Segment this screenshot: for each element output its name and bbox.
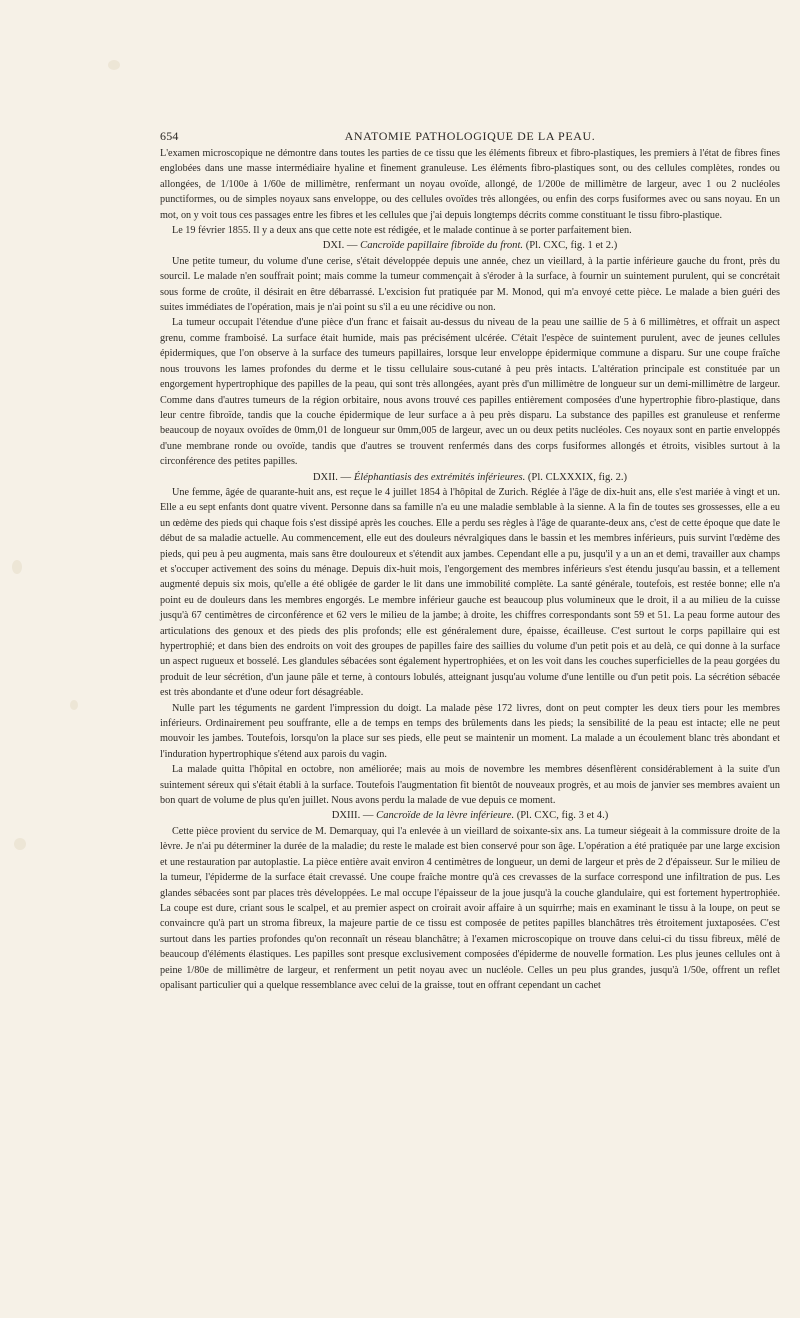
section-dxi [160, 238, 780, 469]
section-dxiii [160, 808, 780, 993]
running-title: ANATOMIE PATHOLOGIQUE DE LA PEAU. [344, 129, 596, 143]
section-title [160, 808, 780, 823]
page-body [160, 146, 780, 993]
paragraph: Une petite tumeur, du volume d'une cerise, s'était développée depuis une année, chez un vieillard, à la partie inférieure gauche du front, près du sourcil. Le malade n'en souffrait point; mais comme la tumeur commençait à s'éroder à la surface, à fournir un suintement purulent, qui se concrétait sous forme de croûte, il désirait en être débarrassé. L'excision fut pratiquée par M. Monod, qui m'a envoyé cette pièce. Le malade a bien guéri des suites immédiates de l'opération, mais je n'ai point su s'il a eu une récidive ou non. [160, 255, 780, 314]
section-title-italic: Cancroïde papillaire fibroïde du front. [360, 240, 524, 252]
paper-stain [70, 700, 78, 710]
paragraph: La malade quitta l'hôpital en octobre, non améliorée; mais au mois de novembre les membres désenflèrent considérablement à la suite d'un suintement séreux qui s'était établi à la surface. Toutefois l'augmentation fit bientôt de nouveaux progrès, et au mois de janvier ses membres avaient un bon quart de volume de plus qu'en juillet. Nous avons perdu la malade de vue depuis ce moment. [160, 764, 780, 807]
paragraph: L'examen microscopique ne démontre dans toutes les parties de ce tissu que les éléments fibreux et fibro-plastiques, les premiers à l'état de fibres fines englobées dans une masse intermédiaire hyaline et finement granuleuse. Les éléments fibro-plastiques sont, ou des cellules complètes, rondes ou allongées, de 1/100e à 1/60e de millimètre, renfermant un noyau ovoïde, allongé, de 1/200e de millimètre de largeur, avec 1 ou 2 nucléoles punctiformes, ou de simples noyaux sans enveloppe, ou des cellules ovoïdes très allongées, ou enfin des corps fusiformes avec ou sans noyau. En un mot, on y voit tous ces passages entre les fibres et les cellules que j'ai depuis longtemps décrits comme constituant le tissu fibro-plastique. [160, 148, 780, 221]
plate-reference: (Pl. CLXXXIX, fig. 2.) [527, 471, 628, 483]
section-title [160, 470, 780, 485]
paragraph: Le 19 février 1855. Il y a deux ans que cette note est rédigée, et le malade continue à se porter parfaitement bien. [172, 225, 632, 237]
plate-reference: (Pl. CXC, fig. 3 et 4.) [516, 810, 609, 822]
paper-stain [12, 560, 22, 574]
paragraph: Une femme, âgée de quarante-huit ans, est reçue le 4 juillet 1854 à l'hôpital de Zurich. Réglée à l'âge de dix-huit ans, elle s'est mariée à vingt et un. Elle a eu sept enfants dont quatre vivent. Personne dans sa famille n'a eu une maladie semblable à la sienne. A la fin de toutes ses grossesses, elle a eu un œdème des pieds qui chaque fois s'est dissipé après les couches. Elle a perdu ses règles à l'âge de quarante-deux ans, c'est de cette époque que date le début de sa maladie actuelle. Au commencement, elle eut des douleurs névralgiques dans le bassin et les membres inférieurs, puis survint l'œdème des pieds, qui peu à peu augmenta, mais sans être douloureux et s'étendit aux jambes. Cependant elle a pu, jusqu'il y a un an et demi, travailler aux champs et s'occuper activement des soins du ménage. Depuis dix-huit mois, l'engorgement des membres inférieurs s'est étendu jusqu'au bassin, et a tellement augmenté depuis six mois, qu'elle a été obligée de garder le lit dans une immobilité complète. La santé générale, toutefois, est restée bonne; elle n'a point eu de douleurs dans les membres engorgés. Le membre inférieur gauche est beaucoup plus volumineux que le droit, il a au milieu de la cuisse jusqu'à 67 centimètres de circonférence et 62 vers le milieu de la jambe; à droite, les chiffres correspondants sont 59 et 51. La peau forme autour des articulations des genoux et des pieds des plis profonds; elle est généralement dure, épaisse, écailleuse. C'est surtout le corps papillaire qui est hypertrophié; et dans bien des endroits on voit des groupes de papilles faire des saillies du volume d'un petit pois et au delà, ce qui donne à la surface un aspect rugueux et bosselé. Les glandules sébacées sont également hypertrophiées, et on les voit dans les couches superficielles de la peau gorgées du produit de leur sécrétion, d'un jaune pâle et terne, à contours lobulés, atteignant jusqu'au volume d'une lentille ou d'un petit pois. La sécrétion sébacée est très abondante et d'une odeur fort désagréable. [160, 486, 780, 699]
paper-stain [14, 838, 26, 850]
section-title-italic: Éléphantiasis des extrémités inférieures. [353, 471, 526, 483]
paragraph: Cette pièce provient du service de M. Demarquay, qui l'a enlevée à un vieillard de soixante-six ans. La tumeur siégeait à la commissure droite de la lèvre. Je n'ai pu déterminer la durée de la maladie; du reste le malade est bien conservé pour son âge. L'opération a été pratiquée par une large excision et une restauration par autoplastie. La pièce entière avait environ 4 centimètres de longueur, un demi de largeur et près de 2 d'épaisseur. Sur le milieu de la tumeur, l'épiderme de la surface était crevassé. Une coupe fraîche montre qu'à ces crevasses de la surface correspond une infiltration de pus. Les glandes sébacées sont par places très développées. Le mal occupe l'épaisseur de la joue jusqu'à la couche glandulaire, qui est fortement hypertrophiée. La coupe est dure, criant sous le scalpel, et au premier aspect on croirait avoir affaire à un squirrhe; mais en examinant le tissu à la loupe, on peut se convaincre qu'à part un stroma fibreux, la majeure partie de ce tissu est composée de petites papilles blanchâtres très étroitement juxtaposées. C'est surtout dans les parties profondes qu'on reconnaît un réseau blanchâtre; à l'examen microscopique on trouve dans celui-ci du tissu fibreux, mêlé de beaucoup d'éléments élastiques. Les papilles sont presque exclusivement composées d'épiderme de nouvelle formation. Les plus jeunes cellules ont à peine 1/80e de millimètre de largeur, et renferment un petit noyau avec un nucléole. Celles un peu plus grandes, jusqu'à 1/50e, offrent un reflet opalisant particulier qui a quelque ressemblance avec celui de la graisse, tout en offrant cependant un cachet [160, 825, 780, 991]
plate-reference: (Pl. CXC, fig. 1 et 2.) [525, 240, 618, 252]
section-dxii [160, 470, 780, 809]
section-number: DXIII. — [331, 810, 374, 822]
paragraph: La tumeur occupait l'étendue d'une pièce d'un franc et faisait au-dessus du niveau de la peau une saillie de 5 à 6 millimètres, et offrait un aspect grenu, comme framboisé. La surface était humide, mais pas précisément ulcérée. C'était l'espèce de suintement purulent, avec de jeunes cellules épidermiques, que l'on observe à la surface des tumeurs papillaires, lorsque leur enveloppe épidermique commune a disparu. Sur une coupe fraîche nous trouvons les lames profondes du derme et le tissu cellulaire sous-cutané à peu près intacts. L'altération principale est constituée par un engorgement hypertrophique des papilles de la peau, qui sont très allongées, ayant près d'un millimètre de longueur sur un demi-millimètre de largeur. Comme dans d'autres tumeurs de la région orbitaire, nous avons trouvé ces papilles entièrement composées d'une hypertrophie fibro-plastique, dans leur centre fibroïde, tandis que la couche épidermique de leur surface a à peu près disparu. La substance des papilles est granuleuse et renferme beaucoup de noyaux ovoïdes de 0mm,01 de longueur sur 0mm,005 de largeur, avec un ou deux petits nucléoles. Ces noyaux sont en partie enveloppés d'une membrane ronde ou ovoïde, tandis que d'autres se trouvent renfermés dans des corps fusiformes allongés et étroits, visibles surtout à la circonférence des petites papilles. [160, 317, 780, 468]
section-number: DXII. — [312, 471, 352, 483]
section-title [160, 238, 780, 253]
page-number: 654 [160, 129, 179, 143]
paper-stain [108, 60, 120, 70]
section-number: DXI. — [322, 240, 358, 252]
section-title-italic: Cancroïde de la lèvre inférieure. [376, 810, 515, 822]
paragraph: Nulle part les téguments ne gardent l'impression du doigt. La malade pèse 172 livres, dont on peut compter les deux tiers pour les membres inférieurs. Ordinairement peu souffrante, elle a de temps en temps des brûlements dans les pieds; la sensibilité de la peau est intacte; elle ne peut mouvoir les jambes. Toutefois, lorsqu'on la place sur ses pieds, elle peut se maintenir un moment. La malade a un écoulement blanc très abondant et l'induration hypertrophique s'étend aux parois du vagin. [160, 702, 780, 760]
